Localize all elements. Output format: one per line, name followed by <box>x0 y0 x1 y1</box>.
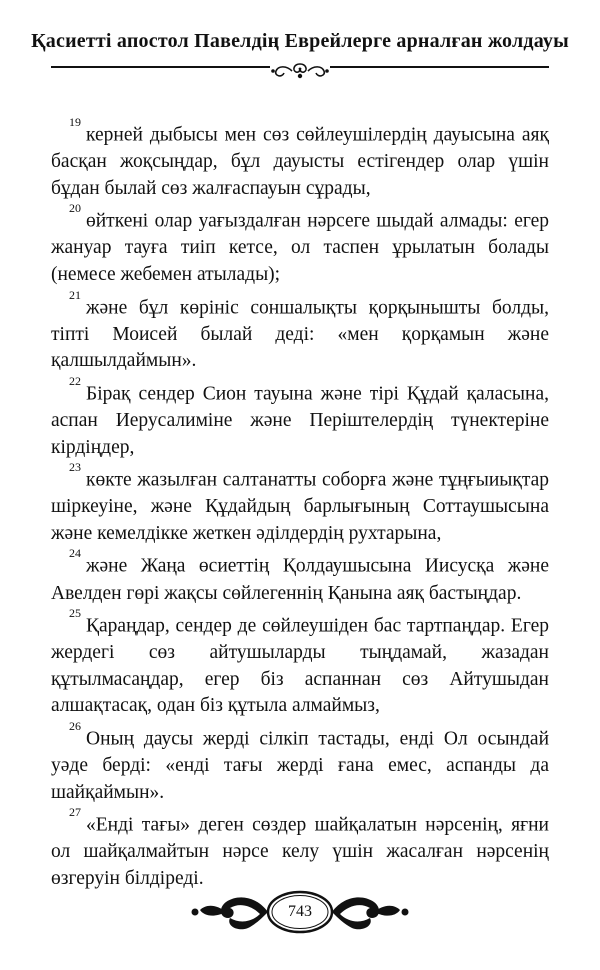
verse-number: 19 <box>69 115 81 129</box>
verse-number: 24 <box>69 546 81 561</box>
page-header-title: Қасиетті апостол Павелдің Еврейлерге арналған жолдауы <box>31 30 569 52</box>
verse-number: 22 <box>69 373 81 388</box>
verse-text: Бірақ сендер Сион тауына және тірі Құдай қаласына, аспан Иерусалиміне және Періштелердің түнектеріне кірдіңдер, <box>51 383 549 458</box>
verse-number: 26 <box>69 718 81 733</box>
scripture-text <box>51 116 549 893</box>
verse-27 <box>51 806 549 892</box>
verse-21 <box>51 289 549 375</box>
verse-text: және бұл көрініс соншалықты қорқынышты болды, тіпті Моисей былай деді: «мен қорқамын және қалшылдаймын». <box>51 297 549 372</box>
verse-text: «Енді тағы» деген сөздер шайқалатын нәрсенің, яғни ол шайқалмайтын нәрсе келу үшін жасалған нәрсенің өзгеруін білдіреді. <box>51 814 549 889</box>
verse-number: 20 <box>69 201 81 216</box>
header-ornament-icon <box>270 60 330 82</box>
verse-23 <box>51 461 549 547</box>
verse-22 <box>51 375 549 461</box>
verse-20 <box>51 202 549 288</box>
verse-number: 23 <box>69 460 81 475</box>
verse-text: өйткені олар уағыздалған нәрсеге шыдай алмады: егер жануар тауға тиіп кетсе, ол таспен ұрылатын болады (немесе жебемен атылады); <box>51 210 549 285</box>
verse-number: 27 <box>69 805 81 820</box>
verse-number: 25 <box>69 606 81 621</box>
verse-25 <box>51 607 549 720</box>
verse-text: және Жаңа өсиеттің Қолдаушысына Иисусқа және Авелден гөрі жақсы сөйлегеннің Қанына аяқ бастыңдар. <box>51 555 549 604</box>
verse-text: Оның даусы жерді сілкіп тастады, енді Ол осындай уәде берді: «енді тағы жерді ғана емес, аспанды да шайқаймын». <box>51 728 549 803</box>
verse-19 <box>51 116 549 202</box>
verse-text: көкте жазылған салтанатты соборға және тұңғыиықтар шіркеуіне, және Құдайдың барлығының Соттаушысына және кемелдікке жеткен әділдердің рухтарына, <box>51 469 549 544</box>
verse-24 <box>51 547 549 607</box>
verse-text: керней дыбысы мен сөз сөйлеушілердің дауысына аяқ басқан жоқсыңдар, бұл дауысты естігендер олар үшін бұдан былай сөз жалғаспауын сұрады, <box>51 124 549 199</box>
verse-text: Қараңдар, сендер де сөйлеушіден бас тартпаңдар. Егер жердегі сөз айтушыларды тыңдамай, жазадан құтылмасаңдар, егер біз аспаннан сөз Айтушыдан алшақтасақ, одан біз құтыла алмаймыз, <box>51 615 549 717</box>
page-number: 743 <box>288 903 312 920</box>
verse-26 <box>51 720 549 806</box>
page-footer <box>190 882 410 942</box>
verse-number: 21 <box>69 287 81 302</box>
